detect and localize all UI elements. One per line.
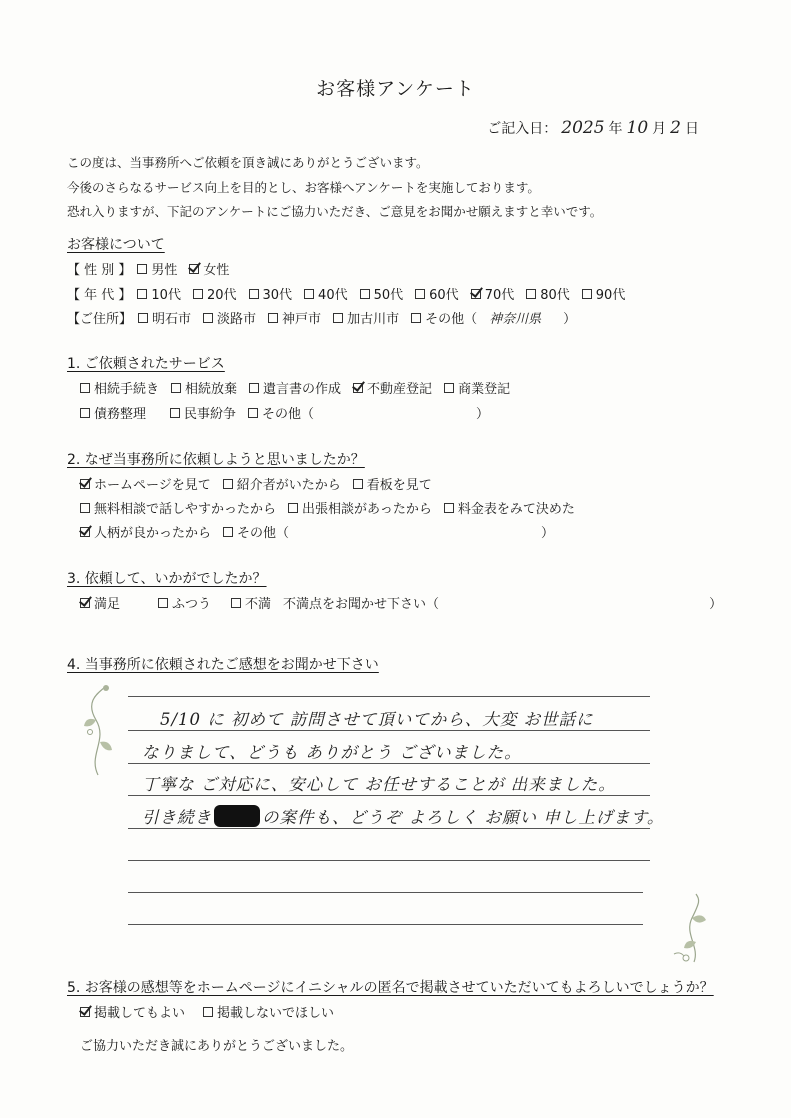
impression-line-4	[142, 804, 664, 828]
checkbox[interactable]	[444, 503, 454, 513]
satisfaction-option-normal[interactable]: ふつう	[158, 593, 211, 612]
address-option-kakogawa[interactable]: 加古川市	[333, 308, 399, 327]
q1-heading: 1. ご依頼されたサービス	[67, 356, 225, 372]
checkbox-checked[interactable]	[80, 479, 90, 489]
age-option-10[interactable]: 10代	[137, 284, 181, 303]
checkbox[interactable]	[203, 313, 213, 323]
checkbox[interactable]	[288, 503, 298, 513]
dissatisfaction-note: 不満点をお聞かせ下さい（	[283, 597, 440, 612]
checkbox[interactable]	[203, 1007, 213, 1017]
reason-other-close-paren: ）	[541, 526, 555, 541]
date-month[interactable]: 10	[626, 118, 649, 138]
date-row	[487, 118, 699, 138]
redaction-block	[214, 805, 260, 827]
checkbox[interactable]	[353, 479, 363, 489]
q2-row-2	[80, 498, 587, 517]
checkbox[interactable]	[249, 289, 259, 299]
checkbox[interactable]	[231, 598, 241, 608]
gender-option-female[interactable]: 女性	[189, 259, 229, 278]
service-option-debt[interactable]: 債務整理	[80, 403, 146, 422]
impression-line-4a: 引き続き	[142, 808, 212, 827]
checkbox[interactable]	[137, 289, 147, 299]
checkbox-checked[interactable]	[80, 1007, 90, 1017]
gender-label: 【 性 別 】	[67, 263, 132, 278]
service-option-inheritance[interactable]: 相続手続き	[80, 378, 159, 397]
checkbox[interactable]	[223, 479, 233, 489]
publish-option-yes[interactable]: 掲載してもよい	[80, 1002, 185, 1021]
checkbox[interactable]	[171, 383, 181, 393]
reason-option-referral[interactable]: 紹介者がいたから	[223, 474, 341, 493]
checkbox[interactable]	[415, 289, 425, 299]
answer-line	[128, 892, 643, 893]
checkbox[interactable]	[80, 383, 90, 393]
age-option-90[interactable]: 90代	[582, 284, 626, 303]
checkbox[interactable]	[158, 598, 168, 608]
vine-decoration-icon	[78, 680, 118, 780]
reason-option-other[interactable]: その他（	[223, 522, 289, 541]
answer-line	[128, 730, 650, 731]
q2-row-1	[80, 474, 444, 493]
reason-option-signboard[interactable]: 看板を見て	[353, 474, 432, 493]
impression-line-3: 丁寧な ご対応に、安心して お任せすることが 出来ました。	[142, 775, 616, 794]
address-option-akashi[interactable]: 明石市	[138, 308, 191, 327]
age-option-60[interactable]: 60代	[415, 284, 459, 303]
answer-line	[128, 763, 650, 764]
address-label: 【ご住所】	[67, 312, 133, 327]
answer-line	[128, 924, 643, 925]
service-option-renunciation[interactable]: 相続放棄	[171, 378, 237, 397]
service-option-real-estate[interactable]: 不動産登記	[353, 378, 432, 397]
age-option-50[interactable]: 50代	[360, 284, 404, 303]
date-day-unit: 日	[685, 121, 699, 137]
checkbox[interactable]	[268, 313, 278, 323]
checkbox[interactable]	[248, 408, 258, 418]
checkbox[interactable]	[223, 527, 233, 537]
age-option-70[interactable]: 70代	[471, 284, 515, 303]
satisfaction-option-satisfied[interactable]: 満足	[80, 593, 120, 612]
address-option-kobe[interactable]: 神戸市	[268, 308, 321, 327]
about-heading: お客様について	[67, 237, 165, 253]
address-row	[67, 308, 576, 327]
page-title: お客様アンケート	[316, 78, 475, 100]
intro-line-3: 恐れ入りますが、下記のアンケートにご協力いただき、ご意見をお聞かせ願えますと幸いです。	[67, 204, 603, 219]
service-option-will[interactable]: 遺言書の作成	[249, 378, 341, 397]
q3-row	[80, 593, 722, 612]
checkbox[interactable]	[249, 383, 259, 393]
age-option-80[interactable]: 80代	[526, 284, 570, 303]
reason-option-visit-consult[interactable]: 出張相談があったから	[288, 498, 432, 517]
date-year-unit: 年	[608, 121, 623, 137]
q2-row-3	[80, 522, 554, 541]
age-option-20[interactable]: 20代	[193, 284, 237, 303]
q1-row-2	[80, 403, 489, 422]
vine-decoration-icon	[670, 892, 714, 966]
q4-heading: 4. 当事務所に依頼されたご感想をお聞かせ下さい	[67, 657, 379, 673]
age-label: 【 年 代 】	[67, 288, 132, 303]
answer-line	[128, 860, 650, 861]
date-year[interactable]: 2025	[561, 118, 605, 138]
impression-line-1: 5/10 に 初めて 訪問させて頂いてから、大変 お世話に	[160, 710, 594, 729]
q5-heading: 5. お客様の感想等をホームページにイニシャルの匿名で掲載させていただいてもよろしいでしょうか？	[67, 980, 714, 996]
impression-line-4b: の案件も、どうぞ よろしく お願い 申し上げます。	[262, 808, 665, 827]
intro-line-1: この度は、当事務所へご依頼を頂き誠にありがとうございます。	[67, 155, 429, 170]
service-option-civil[interactable]: 民事紛争	[170, 403, 236, 422]
reason-option-homepage[interactable]: ホームページを見て	[80, 474, 211, 493]
address-close-paren: ）	[563, 312, 577, 327]
closing-message: ご協力いただき誠にありがとうございました。	[80, 1039, 354, 1054]
address-option-other[interactable]: その他（	[411, 308, 477, 327]
q1-row-1	[80, 378, 522, 397]
checkbox-checked[interactable]	[353, 383, 363, 393]
checkbox[interactable]	[444, 383, 454, 393]
checkbox[interactable]	[138, 313, 148, 323]
age-option-40[interactable]: 40代	[304, 284, 348, 303]
checkbox-checked[interactable]	[189, 264, 199, 274]
impression-line-2: なりまして、どうも ありがとう ございました。	[142, 743, 522, 762]
address-option-awaji[interactable]: 淡路市	[203, 308, 256, 327]
checkbox-checked[interactable]	[80, 598, 90, 608]
checkbox[interactable]	[80, 408, 90, 418]
answer-line	[128, 828, 650, 829]
gender-row	[67, 259, 241, 278]
reason-option-price[interactable]: 料金表をみて決めた	[444, 498, 575, 517]
age-option-30[interactable]: 30代	[249, 284, 293, 303]
reason-option-free-consult[interactable]: 無料相談で話しやすかったから	[80, 498, 276, 517]
q2-heading: 2. なぜ当事務所に依頼しようと思いましたか？	[67, 452, 365, 468]
date-month-unit: 月	[652, 121, 667, 137]
checkbox[interactable]	[170, 408, 180, 418]
checkbox[interactable]	[304, 289, 314, 299]
age-row	[67, 284, 637, 303]
publish-option-no[interactable]: 掲載しないでほしい	[203, 1002, 334, 1021]
service-other-close-paren: ）	[476, 407, 490, 422]
date-day[interactable]: 2	[670, 118, 681, 138]
dissatisfaction-close-paren: ）	[709, 597, 723, 612]
checkbox-checked[interactable]	[471, 289, 481, 299]
checkbox[interactable]	[360, 289, 370, 299]
checkbox[interactable]	[137, 264, 147, 274]
date-label: ご記入日：	[487, 121, 558, 137]
reason-option-personality[interactable]: 人柄が良かったから	[80, 522, 211, 541]
checkbox[interactable]	[526, 289, 536, 299]
answer-line	[128, 696, 650, 697]
gender-option-male[interactable]: 男性	[137, 259, 177, 278]
checkbox[interactable]	[333, 313, 343, 323]
checkbox[interactable]	[582, 289, 592, 299]
answer-line	[128, 795, 650, 796]
checkbox[interactable]	[80, 503, 90, 513]
q5-row	[80, 1002, 346, 1021]
q3-heading: 3. 依頼して、いかがでしたか？	[67, 571, 267, 587]
checkbox-checked[interactable]	[80, 527, 90, 537]
satisfaction-option-dissatisfied[interactable]: 不満	[231, 593, 271, 612]
service-option-other[interactable]: その他（	[248, 403, 314, 422]
checkbox[interactable]	[411, 313, 421, 323]
checkbox[interactable]	[193, 289, 203, 299]
service-option-commercial[interactable]: 商業登記	[444, 378, 510, 397]
address-other-value[interactable]: 神奈川県	[489, 312, 542, 327]
intro-line-2: 今後のさらなるサービス向上を目的とし、お客様へアンケートを実施しております。	[67, 180, 540, 195]
